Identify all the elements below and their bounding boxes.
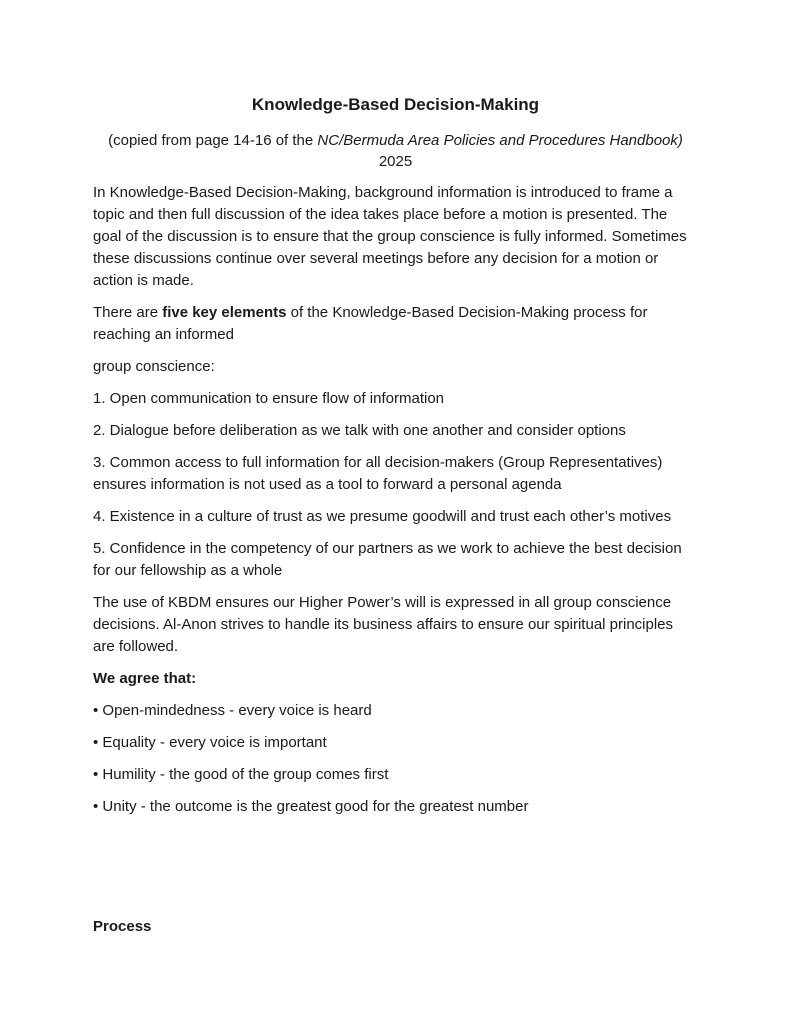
text-run: • Open-mindedness - every voice is heard [93,702,372,719]
doc-title: Knowledge-Based Decision-Making [251,95,540,114]
numbered-item-4 [93,506,698,528]
numbered-item-3 [93,452,698,496]
text-run: The use of KBDM ensures our Higher Power’s will is expressed in all group conscience decisions. Al-Anon strives to handle its business affairs to ensure our spiritual principles are followed. [93,594,674,655]
numbered-item-5 [93,538,698,582]
intro-paragraph [93,182,698,292]
document-body [93,182,698,938]
kbdm-paragraph [93,592,698,658]
group-conscience-line [93,356,698,378]
we-agree-heading [93,668,698,690]
text-run: five key elements [162,304,287,321]
blank-space [93,828,698,916]
text-run: • Humility - the good of the group comes first [93,766,389,783]
doc-subtitle [93,130,698,172]
text-run: 1. Open communication to ensure flow of information [93,390,445,407]
text-run: There are [93,304,163,321]
bullet-humility [93,764,698,786]
bullet-equality [93,732,698,754]
text-run: • Unity - the outcome is the greatest good for the greatest number [93,798,529,815]
bullet-unity [93,796,698,818]
text-run: group conscience: [93,358,215,375]
text-run: 4. Existence in a culture of trust as we presume goodwill and trust each other’s motives [93,508,672,525]
text-run: of the Knowledge-Based Decision-Making process for reaching an informed [93,304,648,343]
numbered-item-2 [93,420,698,442]
text-run: 5. Confidence in the competency of our partners as we work to achieve the best decision for our fellowship as a whole [93,540,682,579]
text-run: 3. Common access to full information for all decision-makers (Group Representatives) ensures information is not used as a tool to forward a personal agenda [93,454,663,493]
bullet-open-mindedness [93,700,698,722]
doc-subtitle-italic: NC/Bermuda Area Policies and Procedures Handbook) [317,132,683,149]
numbered-item-1 [93,388,698,410]
text-run: In Knowledge-Based Decision-Making, background information is introduced to frame a topic and then full discussion of the idea takes place before a motion is presented. The goal of the discussion is to ensure that the group conscience is fully informed. Sometimes these discussions continue over several meetings before any decision for a motion or action is made. [93,184,687,289]
doc-subtitle-regular: (copied from page 14-16 of the [108,132,318,149]
doc-date: 2025 [378,153,413,170]
text-run: Process [93,918,152,935]
key-elements-paragraph [93,302,698,346]
text-run: We agree that: [93,670,197,687]
text-run: 2. Dialogue before deliberation as we talk with one another and consider options [93,422,626,439]
process-heading [93,916,698,938]
text-run: • Equality - every voice is important [93,734,327,751]
